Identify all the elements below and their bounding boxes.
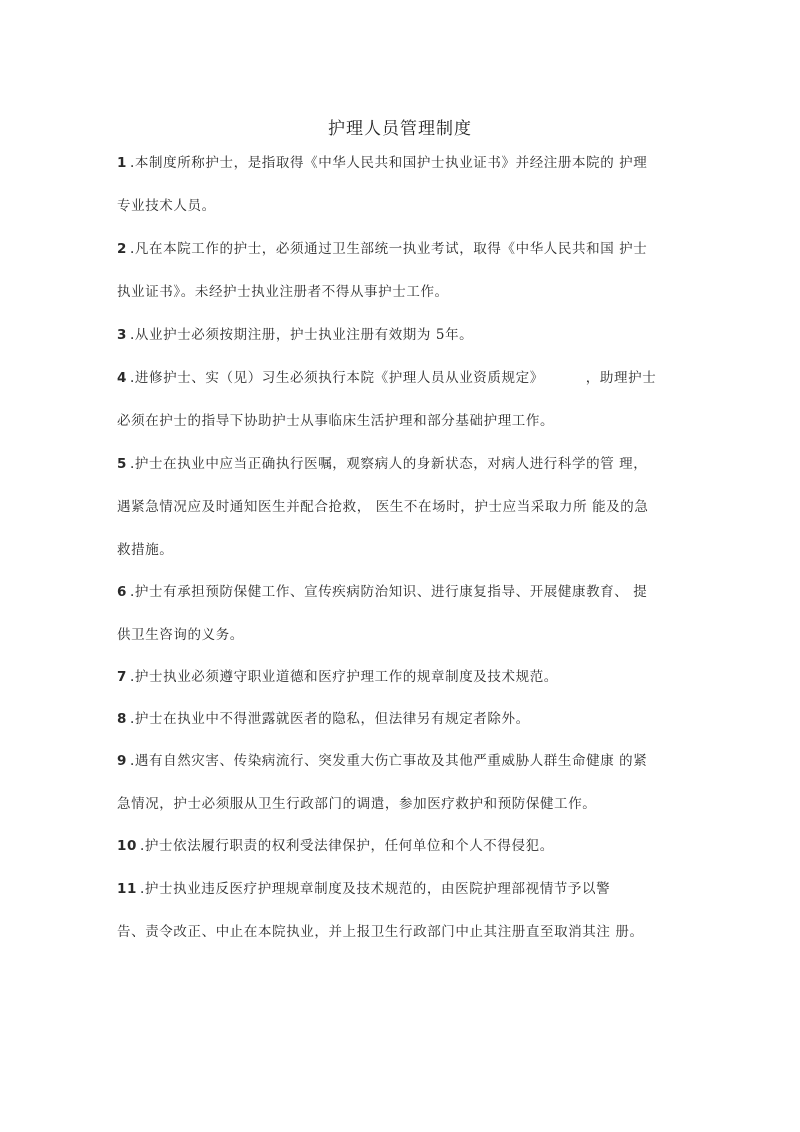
clause-6-line-1	[117, 582, 677, 602]
clause-number: 4	[117, 370, 127, 386]
clause-number: 6	[117, 584, 127, 600]
clause-number: 5	[117, 456, 127, 472]
clause-number: 10	[117, 838, 137, 854]
clause-number: 9	[117, 753, 127, 769]
clause-text: .护士执业必须遵守职业道德和医疗护理工作的规章制度及技术规范。	[130, 669, 558, 685]
clause-2-line-1	[117, 239, 677, 259]
clause-3-line-1	[117, 325, 677, 345]
clause-1-line-2: 专业技术人员。	[117, 198, 216, 214]
clause-number: 8	[117, 711, 127, 727]
clause-2-line-2: 执业证书》。未经护士执业注册者不得从事护士工作。	[117, 284, 449, 300]
clause-number: 3	[117, 327, 127, 343]
clause-5-line-3: 救措施。	[117, 542, 174, 558]
clause-4-line-1	[117, 368, 677, 388]
clause-text: .护士在执业中不得泄露就医者的隐私，但法律另有规定者除外。	[130, 711, 530, 727]
clause-9-line-2: 急情况，护士必须服从卫生行政部门的调遣，参加医疗救护和预防保健工作。	[117, 796, 597, 812]
clause-text: .护士有承担预防保健工作、宣传疾病防治知识、进行康复指导、开展健康教育、 提	[130, 584, 648, 600]
clause-text: .遇有自然灾害、传染病流行、突发重大伤亡事故及其他严重威胁人群生命健康 的紧	[130, 753, 648, 769]
clause-text: .本制度所称护士，是指取得《中华人民共和国护士执业证书》并经注册本院的 护理	[130, 155, 648, 171]
clause-9-line-1	[117, 751, 677, 771]
clause-text: .进修护士、实（见）习生必须执行本院《护理人员从业资质规定》	[130, 370, 544, 386]
clause-number: 7	[117, 669, 127, 685]
clause-text-tail: ，助理护士	[585, 370, 657, 386]
page-title: 护理人员管理制度	[328, 119, 472, 139]
clause-number: 11	[117, 881, 137, 897]
clause-10-line-1	[117, 836, 677, 856]
clause-text: .从业护士必须按期注册，护士执业注册有效期为 5年。	[130, 327, 474, 343]
clause-number: 1	[117, 155, 127, 171]
clause-text: .护士在执业中应当正确执行医嘱，观察病人的身新状态，对病人进行科学的管 理，	[130, 456, 648, 472]
clause-1-line-1	[117, 153, 677, 173]
clause-6-line-2: 供卫生咨询的义务。	[117, 627, 244, 643]
clause-5-line-2: 遇紧急情况应及时通知医生并配合抢救， 医生不在场时，护士应当采取力所 能及的急	[117, 499, 649, 515]
clause-text: .护士执业违反医疗护理规章制度及技术规范的，由医院护理部视情节予以警	[140, 881, 611, 897]
clause-11-line-1	[117, 879, 677, 899]
clause-text: .护士依法履行职责的权利受法律保护，任何单位和个人不得侵犯。	[140, 838, 554, 854]
clause-text: .凡在本院工作的护士，必须通过卫生部统一执业考试，取得《中华人民共和国 护士	[130, 241, 648, 257]
clause-4-line-2: 必须在护士的指导下协助护士从事临床生活护理和部分基础护理工作。	[117, 413, 555, 429]
clause-8-line-1	[117, 709, 677, 729]
clause-number: 2	[117, 241, 127, 257]
clause-5-line-1	[117, 454, 677, 474]
clause-11-line-2: 告、责令改正、中止在本院执业，并上报卫生行政部门中止其注册直至取消其注 册。	[117, 924, 644, 940]
clause-7-line-1	[117, 667, 677, 687]
